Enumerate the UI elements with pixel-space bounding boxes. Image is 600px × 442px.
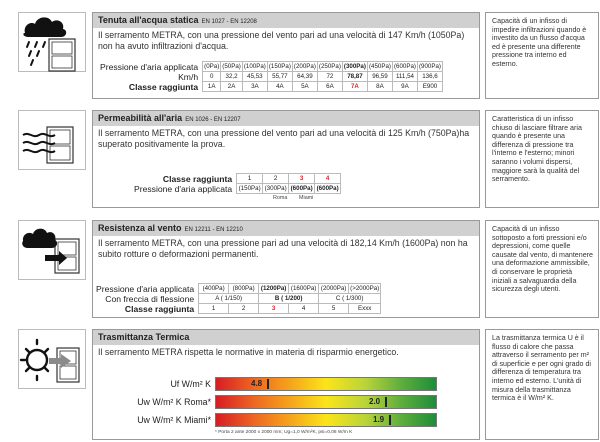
wind-table bbox=[95, 283, 381, 314]
air-panel bbox=[0, 104, 600, 208]
wind-class-label: Classe raggiunta bbox=[124, 303, 195, 314]
water-class-row bbox=[99, 82, 442, 92]
water-kmh-cell: 111,54 bbox=[392, 72, 417, 82]
water-description: Il serramento METRA, con una pressione del vento pari ad una velocità di 147 Km/h (1050Pa) non ha avuto infiltrazioni d'acqua. bbox=[98, 30, 465, 51]
uf-bar bbox=[215, 377, 437, 391]
wind-main-box bbox=[92, 220, 480, 318]
air-pressure-cell: (300Pa) bbox=[264, 185, 287, 192]
water-pressure-cell: (100Pa) bbox=[243, 63, 266, 70]
air-class-cell-achieved: 3 bbox=[289, 174, 315, 184]
water-side-note: Capacità di un infisso di impedire infiltrazioni quando è investito da un flusso d'acqua ed è presente una differente pressione tra interno ed esterno. bbox=[485, 12, 599, 99]
water-kmh-cell: 78,87 bbox=[342, 72, 367, 82]
wind-pressure-cell: (>2000Pa) bbox=[350, 285, 380, 292]
water-class-cell: 9A bbox=[392, 82, 417, 92]
water-class-cell: 3A bbox=[242, 82, 267, 92]
wind-class-row bbox=[95, 304, 381, 314]
air-pressure-label: Pressione d'aria applicata bbox=[134, 183, 233, 194]
thermal-title-bar bbox=[93, 330, 479, 345]
air-pressure-row bbox=[133, 184, 341, 194]
wind-window-icon bbox=[18, 110, 86, 170]
water-pressure-cell: (250Pa) bbox=[318, 63, 341, 70]
rain-window-icon bbox=[18, 12, 86, 72]
wind-class-cell: 5 bbox=[319, 304, 349, 314]
water-pressure-cell: (450Pa) bbox=[368, 63, 391, 70]
air-main-box bbox=[92, 110, 480, 208]
air-class-label: Classe raggiunta bbox=[162, 173, 233, 184]
uw-miami-bar-label: Uw W/m² K Miami* bbox=[137, 415, 211, 425]
water-main-box bbox=[92, 12, 480, 99]
water-kmh-label: Km/h bbox=[178, 71, 199, 82]
water-class-cell: 6A bbox=[317, 82, 342, 92]
water-pressure-cell: (150Pa) bbox=[268, 63, 291, 70]
air-norm: EN 1026 - EN 12207 bbox=[185, 117, 241, 123]
water-kmh-cell: 0 bbox=[203, 72, 221, 82]
wind-class-cell: 2 bbox=[229, 304, 259, 314]
wind-side-note: Capacità di un infisso sottoposto a forti pressioni e/o depressioni, come quelle causate dal vento, di mantenere una deformazione ammissibile, di conservare le proprietà iniziali a salvaguardia della sicurezza degli utenti. bbox=[485, 220, 599, 318]
air-table bbox=[133, 173, 341, 194]
thermal-main-box bbox=[92, 329, 480, 440]
uw-miami-bar-value: 1.9 bbox=[373, 415, 385, 424]
water-class-cell: 1A bbox=[203, 82, 221, 92]
wind-pressure-cell: (400Pa) bbox=[199, 284, 229, 294]
thermal-title: Trasmittanza Termica bbox=[98, 332, 190, 342]
wind-pressure-row bbox=[95, 284, 381, 294]
water-pressure-cell: (900Pa) bbox=[418, 63, 441, 70]
wind-norm: EN 12211 - EN 12210 bbox=[184, 227, 243, 233]
thermal-panel bbox=[0, 324, 600, 440]
wind-pressure-cell: (2000Pa) bbox=[319, 284, 349, 294]
water-norm: EN 1027 - EN 12208 bbox=[201, 19, 257, 25]
wind-pressure-cell: (800Pa) bbox=[229, 284, 259, 294]
wind-class-cell: Exxx bbox=[349, 304, 381, 314]
wind-pressure-label: Pressione d'aria applicata bbox=[96, 283, 195, 294]
air-side-note: Caratteristica di un infisso chiuso di lasciare filtrare aria quando è presente una differenza di pressione tra l'interno e l'esterno; minori saranno i volumi dispersi, maggiore sarà la qualità del serramento. bbox=[485, 110, 599, 208]
water-kmh-cell: 64,39 bbox=[292, 72, 317, 82]
air-title-bar bbox=[93, 111, 479, 126]
wind-description: Il serramento METRA, con una pressione pari ad una velocità di 182,14 Km/h (1600Pa) non ha subito rotture o deformazioni permanenti. bbox=[98, 238, 468, 259]
water-class-cell: 5A bbox=[292, 82, 317, 92]
uf-bar-value: 4.8 bbox=[251, 379, 263, 388]
wind-class-cell-achieved: 3 bbox=[259, 304, 289, 314]
water-pressure-cell: (600Pa) bbox=[393, 63, 416, 70]
water-pressure-cell: (200Pa) bbox=[293, 63, 316, 70]
water-pressure-label: Pressione d'aria applicata bbox=[100, 61, 199, 72]
uw-roma-bar bbox=[215, 395, 437, 409]
water-kmh-cell: 45,53 bbox=[242, 72, 267, 82]
uf-bar-marker bbox=[267, 379, 269, 389]
water-kmh-cell: 32,2 bbox=[221, 72, 243, 82]
air-title: Permeabilità all'aria bbox=[98, 113, 183, 123]
air-pressure-cell: (150Pa) bbox=[238, 185, 261, 192]
wind-pressure-cell: (1600Pa) bbox=[289, 284, 319, 294]
air-class-cell-achieved: 4 bbox=[315, 174, 341, 184]
water-class-cell: 4A bbox=[267, 82, 292, 92]
thermal-footnote: * Porta 2 ante 2000 x 2000 mm; Ug=1,0 W/m²K, psi=0,06 W/m K bbox=[215, 430, 353, 435]
thermal-side-note: La trasmittanza termica U è il flusso di calore che passa attraverso il serramento per m² di superficie e per ogni grado di differenza di temperatura tra interno ed esterno. L'unità di misura della trasmittanza termica è il W/m² K. bbox=[485, 329, 599, 440]
sun-window-icon bbox=[18, 329, 86, 389]
air-pressure-cell: (600Pa) bbox=[290, 185, 313, 192]
wind-panel bbox=[0, 214, 600, 318]
water-class-cell: E900 bbox=[417, 82, 442, 92]
uw-roma-bar-marker bbox=[385, 397, 387, 407]
wind-title: Resistenza al vento bbox=[98, 223, 182, 233]
air-class-row bbox=[133, 174, 341, 184]
water-pressure-cell: (300Pa) bbox=[343, 63, 366, 70]
water-title: Tenuta all'acqua statica bbox=[98, 15, 199, 25]
water-panel bbox=[0, 7, 600, 100]
water-class-cell-achieved: 7A bbox=[342, 82, 367, 92]
water-pressure-row bbox=[99, 62, 442, 72]
thermal-description: Il serramento METRA rispetta le normative in materia di risparmio energetico. bbox=[98, 347, 399, 357]
uw-roma-bar-label: Uw W/m² K Roma* bbox=[137, 397, 211, 407]
water-kmh-cell: 136,6 bbox=[417, 72, 442, 82]
water-title-bar bbox=[93, 13, 479, 28]
uw-miami-bar bbox=[215, 413, 437, 427]
water-class-cell: 8A bbox=[367, 82, 392, 92]
wind-deflection-row bbox=[95, 294, 381, 304]
air-description: Il serramento METRA, con una pressione del vento pari ad una velocità di 125 Km/h (750Pa)ha superato positivamente la prova. bbox=[98, 128, 470, 149]
water-kmh-row bbox=[99, 72, 442, 82]
wind-deflection-cell: B ( 1/200) bbox=[259, 294, 319, 304]
wind-arrow-window-icon bbox=[18, 220, 86, 280]
water-kmh-cell: 55,77 bbox=[267, 72, 292, 82]
air-pressure-cell: (600Pa) bbox=[316, 185, 339, 192]
air-sub-miami: Miami bbox=[299, 195, 314, 201]
air-class-cell: 1 bbox=[237, 174, 263, 184]
water-pressure-cell: (50Pa) bbox=[222, 63, 241, 70]
water-class-cell: 2A bbox=[221, 82, 243, 92]
water-pressure-cell: (0Pa) bbox=[204, 63, 220, 70]
wind-pressure-cell: (1200Pa) bbox=[259, 284, 289, 294]
uf-bar-label: Uf W/m² K bbox=[170, 379, 211, 389]
wind-deflection-cell: C ( 1/300) bbox=[319, 294, 381, 304]
wind-deflection-cell: A ( 1/150) bbox=[199, 294, 259, 304]
uw-roma-bar-value: 2.0 bbox=[369, 397, 381, 406]
wind-class-cell: 1 bbox=[199, 304, 229, 314]
water-kmh-cell: 96,59 bbox=[367, 72, 392, 82]
wind-deflection-label: Con freccia di flessione bbox=[105, 293, 195, 304]
wind-title-bar bbox=[93, 221, 479, 236]
water-kmh-cell: 72 bbox=[317, 72, 342, 82]
water-class-label: Classe raggiunta bbox=[128, 81, 199, 92]
wind-class-cell: 4 bbox=[289, 304, 319, 314]
uw-miami-bar-marker bbox=[389, 415, 391, 425]
air-sub-roma: Roma bbox=[273, 195, 288, 201]
air-class-cell: 2 bbox=[263, 174, 289, 184]
water-table bbox=[99, 61, 443, 92]
